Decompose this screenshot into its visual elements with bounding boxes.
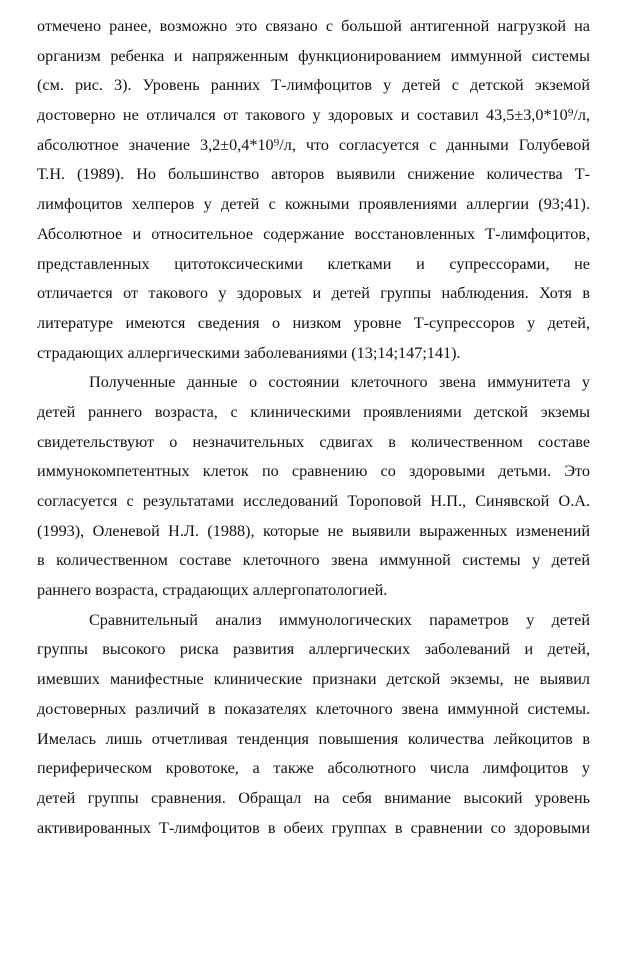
text-line: достоверных различий в показателях клеточного звена иммунной системы.	[37, 699, 590, 718]
text-line: детей раннего возраста, с клиническими проявлениями детской экземы	[37, 402, 590, 421]
text-line: в количественном составе клеточного звена иммунной системы у детей	[37, 551, 590, 570]
text-line: страдающих аллергическими заболеваниями (13;14;147;141).	[37, 343, 461, 362]
text-line: иммунокомпетентных клеток по сравнению со здоровыми детьми. Это	[37, 462, 590, 481]
text-line: лимфоцитов хелперов у детей с кожными проявлениями аллергии (93;41).	[37, 195, 590, 214]
text-line: периферическом кровотоке, а также абсолютного числа лимфоцитов у	[37, 759, 590, 778]
text-line: отмечено ранее, возможно это связано с большой антигенной нагрузкой на	[37, 17, 590, 35]
text-line: отличается от такового у здоровых и детей группы наблюдения. Хотя в	[37, 284, 590, 303]
text-line: Имелась лишь отчетливая тенденция повышения количества лейкоцитов в	[37, 729, 590, 748]
paragraph-3	[37, 606, 590, 844]
text-line: Полученные данные о состоянии клеточного звена иммунитета у	[89, 373, 590, 392]
paragraph-2	[37, 368, 590, 606]
text-line: организм ребенка и напряженным функционированием иммунной системы	[37, 46, 590, 65]
text-line: свидетельствуют о незначительных сдвигах в количественном составе	[37, 432, 590, 451]
text-line: (1993), Оленевой Н.Л. (1988), которые не выявили выраженных изменений	[37, 521, 590, 540]
text-line: имевших манифестные клинические признаки детской экземы, не выявил	[37, 670, 590, 689]
text-line: представленных цитотоксическими клетками и супрессорами, не	[37, 254, 590, 273]
text-line: раннего возраста, страдающих аллергопатологией.	[37, 581, 388, 600]
text-line: достоверно не отличался от такового у здоровых и составил 43,5±3,0*10⁹/л,	[37, 106, 590, 125]
text-line: Абсолютное и относительное содержание восстановленных Т-лимфоцитов,	[37, 224, 590, 243]
text-line: детей группы сравнения. Обращал на себя внимание высокий уровень	[37, 788, 590, 807]
text-line: Сравнительный анализ иммунологических параметров у детей	[89, 610, 590, 629]
text-line: Т.Н. (1989). Но большинство авторов выявили снижение количества Т-	[37, 165, 590, 184]
text-line: согласуется с результатами исследований Тороповой Н.П., Синявской О.А.	[37, 492, 590, 510]
text-line: (см. рис. 3). Уровень ранних Т-лимфоцитов у детей с детской экземой	[37, 76, 590, 95]
text-line: литературе имеются сведения о низком уровне Т-супрессоров у детей,	[37, 313, 590, 332]
document-page	[37, 12, 590, 843]
text-line: активированных Т-лимфоцитов в обеих группах в сравнении со здоровыми	[37, 818, 590, 837]
text-line: абсолютное значение 3,2±0,4*10⁹/л, что согласуется с данными Голубевой	[37, 135, 590, 154]
text-line: группы высокого риска развития аллергических заболеваний и детей,	[37, 640, 590, 659]
paragraph-1	[37, 12, 590, 368]
